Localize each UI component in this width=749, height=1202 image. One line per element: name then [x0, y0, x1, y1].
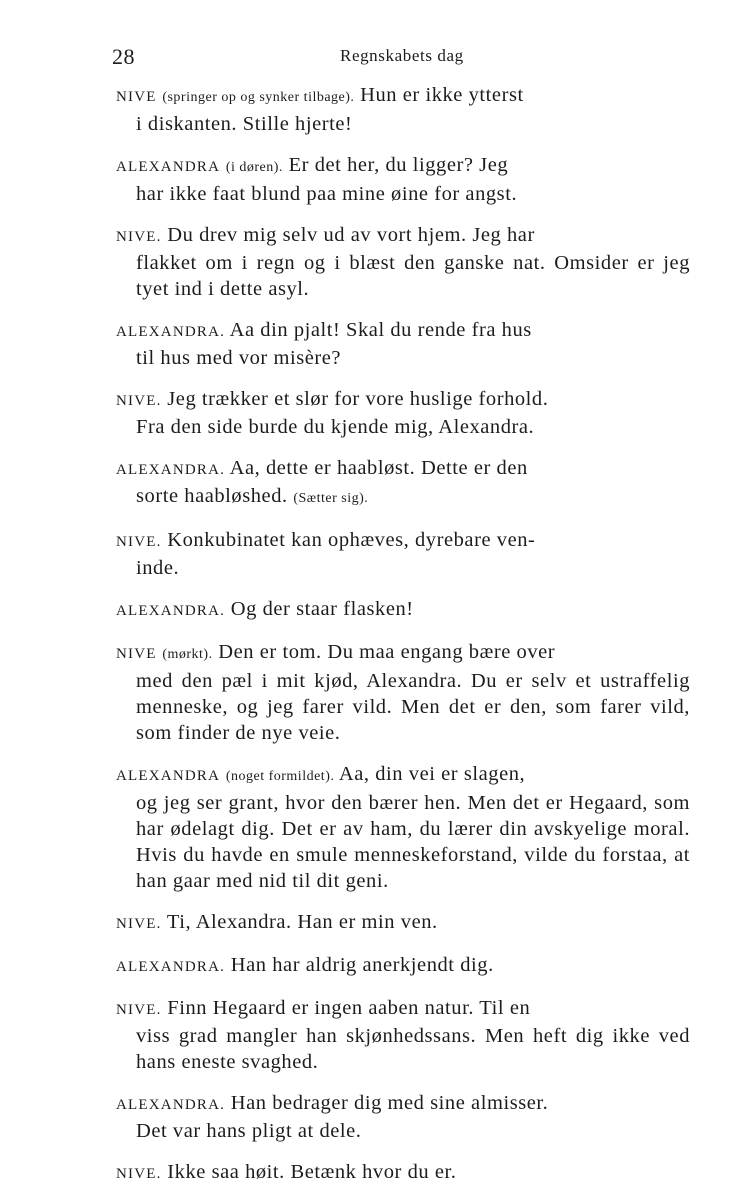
stage-direction: (Sætter sig).: [293, 491, 369, 506]
dialogue-body: [116, 82, 690, 1202]
speech-continuation: [116, 250, 690, 302]
speech-continuation-text: viss grad mangler han skjønhedssans. Men heft dig ikke ved hans eneste svaghed.: [136, 1025, 690, 1073]
speech-first-line: Finn Hegaard er ingen aaben natur. Til en: [167, 997, 531, 1019]
page-header: [112, 44, 692, 72]
speech-continuation: [116, 555, 690, 581]
speaker-name: ALEXANDRA.: [116, 462, 226, 478]
dialogue-paragraph: [116, 639, 690, 746]
speaker-name: NIVE.: [116, 916, 162, 932]
dialogue-paragraph: [116, 761, 690, 894]
speaker-name: NIVE.: [116, 1166, 162, 1182]
speaker-name: ALEXANDRA.: [116, 603, 226, 619]
dialogue-paragraph: [116, 386, 690, 440]
dialogue-paragraph: [116, 317, 690, 371]
speech-first-line: Er det her, du ligger? Jeg: [288, 154, 509, 176]
speaker-name: ALEXANDRA.: [116, 1097, 226, 1113]
dialogue-paragraph: [116, 455, 690, 512]
dialogue-paragraph: [116, 152, 690, 207]
speech-continuation: [116, 668, 690, 746]
speaker-name: ALEXANDRA.: [116, 959, 226, 975]
speech-continuation: [116, 790, 690, 894]
speech-continuation: [116, 483, 690, 512]
speech-first-line: Du drev mig selv ud av vort hjem. Jeg har: [167, 224, 535, 246]
dialogue-paragraph: [116, 952, 690, 980]
dialogue-paragraph: [116, 1159, 690, 1187]
speech-continuation-text: Fra den side burde du kjende mig, Alexandra.: [136, 416, 535, 438]
speech-first-line: Aa, din vei er slagen,: [338, 763, 526, 785]
dialogue-paragraph: [116, 527, 690, 581]
speech-continuation: [116, 1118, 690, 1144]
speech-continuation-text: i diskanten. Stille hjerte!: [136, 113, 353, 135]
dialogue-paragraph: [116, 596, 690, 624]
speech-continuation-text: med den pæl i mit kjød, Alexandra. Du er selv et ustraffelig menneske, og jeg farer vild. Men det er den, som farer vild, som finder de nye veie.: [136, 670, 690, 744]
speech-continuation-text: til hus med vor misère?: [136, 347, 342, 369]
speech-first-line: Han bedrager dig med sine almisser.: [230, 1092, 549, 1114]
dialogue-paragraph: [116, 82, 690, 137]
speaker-name: NIVE.: [116, 393, 162, 409]
speaker-name: NIVE.: [116, 534, 162, 550]
stage-direction: (i døren).: [225, 160, 283, 175]
speech-continuation-text: og jeg ser grant, hvor den bærer hen. Men det er Hegaard, som har ødelagt dig. Det er av ham, du lærer din avskyelige moral. Hvis du havde en smule menneskeforstand, vilde du forstaa, at han gaar med nid til dit geni.: [136, 792, 690, 892]
speaker-name: NIVE: [116, 89, 157, 105]
speech-continuation-text: Det var hans pligt at dele.: [136, 1120, 362, 1142]
stage-direction: (springer op og synker tilbage).: [162, 90, 355, 105]
speaker-name: NIVE.: [116, 1002, 162, 1018]
speech-first-line: Han har aldrig anerkjendt dig.: [230, 954, 494, 976]
speech-continuation: [116, 1023, 690, 1075]
speech-continuation-text: har ikke faat blund paa mine øine for angst.: [136, 183, 518, 205]
dialogue-paragraph: [116, 1090, 690, 1144]
speech-continuation-text: flakket om i regn og i blæst den ganske nat. Omsider er jeg tyet ind i dette asyl.: [136, 252, 690, 300]
speech-first-line: Ti, Alexandra. Han er min ven.: [166, 911, 438, 933]
speech-continuation: [116, 414, 690, 440]
speech-first-line: Ikke saa høit. Betænk hvor du er.: [167, 1161, 457, 1183]
speaker-name: ALEXANDRA.: [116, 324, 226, 340]
running-title: Regnskabets dag: [340, 46, 464, 65]
dialogue-paragraph: [116, 995, 690, 1075]
stage-direction: (noget formildet).: [225, 769, 335, 784]
speech-first-line: Aa, dette er haabløst. Dette er den: [229, 457, 528, 479]
speech-continuation-text: sorte haabløshed.: [136, 485, 288, 507]
speaker-name: NIVE.: [116, 229, 162, 245]
dialogue-paragraph: [116, 909, 690, 937]
speech-continuation-text: inde.: [136, 557, 180, 579]
dialogue-paragraph: [116, 222, 690, 302]
speech-first-line: Konkubinatet kan ophæves, dyrebare ven-: [167, 529, 536, 551]
speech-first-line: Aa din pjalt! Skal du rende fra hus: [229, 319, 532, 341]
speech-first-line: Hun er ikke ytterst: [360, 84, 524, 106]
speech-continuation: [116, 181, 690, 207]
speaker-name: NIVE: [116, 646, 157, 662]
speaker-name: ALEXANDRA: [116, 768, 221, 784]
speaker-name: ALEXANDRA: [116, 159, 221, 175]
speech-first-line: Og der staar flasken!: [230, 598, 414, 620]
stage-direction: (mørkt).: [162, 647, 213, 662]
speech-first-line: Den er tom. Du maa engang bære over: [218, 641, 556, 663]
speech-continuation: [116, 345, 690, 371]
speech-continuation: [116, 111, 690, 137]
speech-first-line: Jeg trækker et slør for vore huslige forhold.: [167, 388, 549, 410]
page-number: 28: [112, 44, 135, 69]
